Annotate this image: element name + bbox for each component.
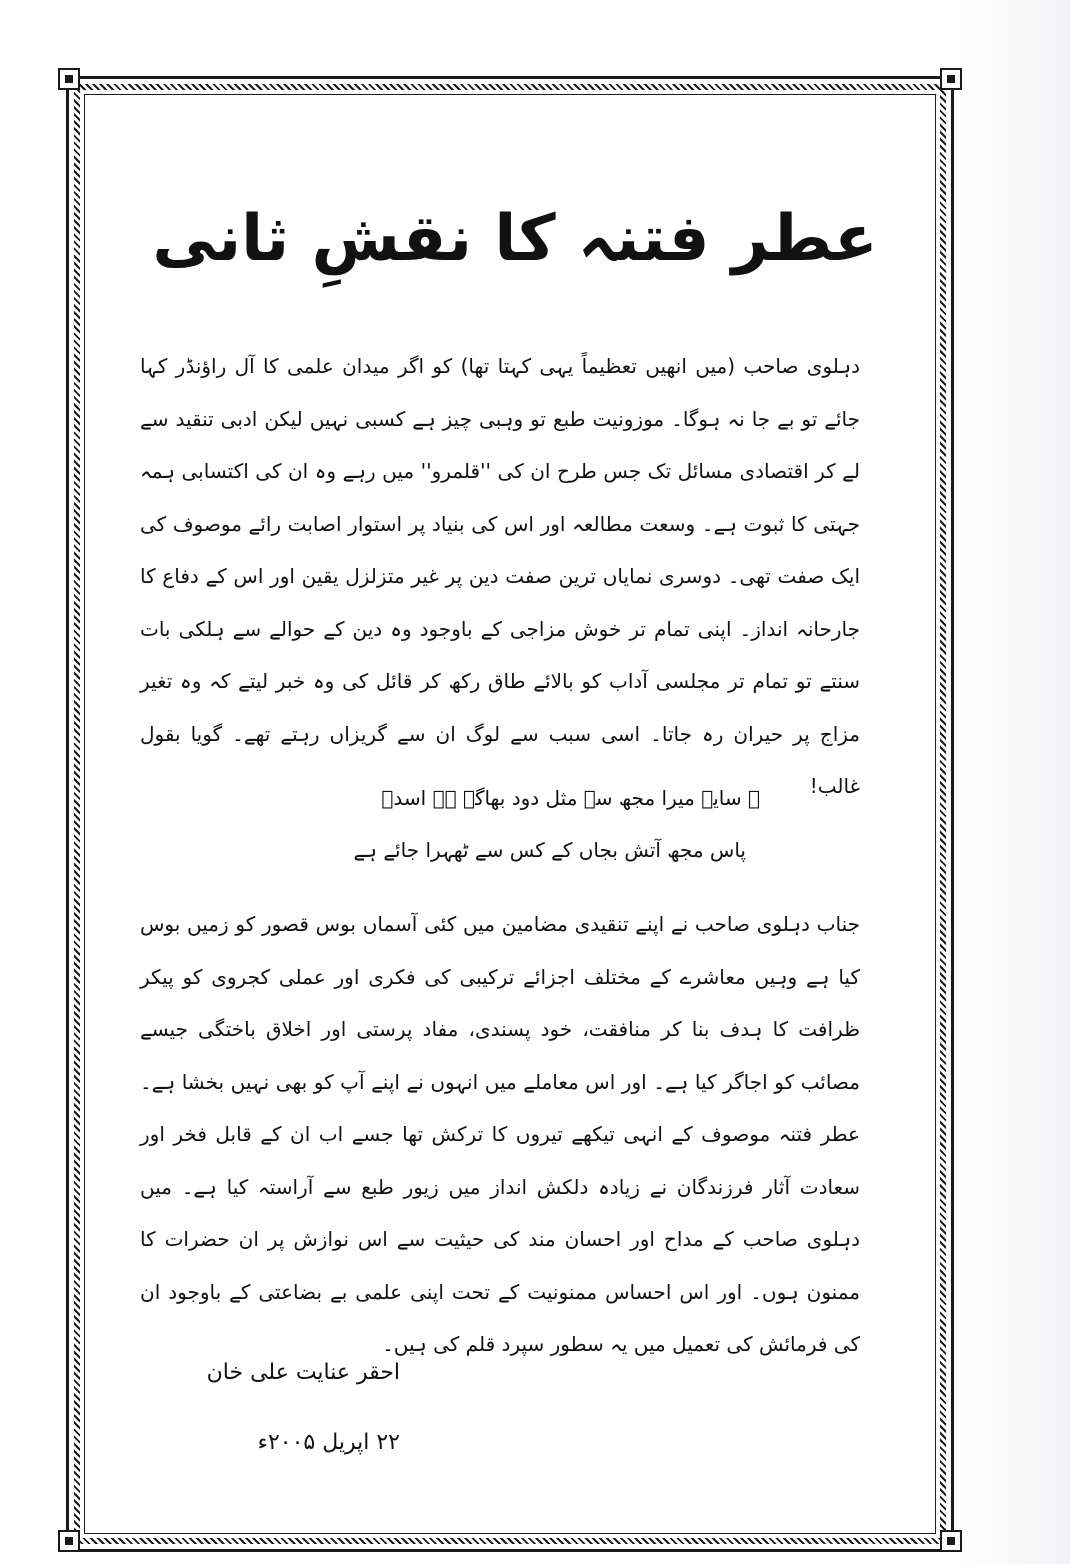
border-corner-ornament [940,1530,962,1552]
page-title: عطر فتنہ کا نقشِ ثانی [152,201,878,276]
poetry-couplet [300,772,760,876]
author-signature: احقر عنایت علی خان [206,1360,400,1385]
signature-date: ۲۲ اپریل ۲۰۰۵ء [257,1430,400,1455]
border-corner-ornament [58,68,80,90]
border-corner-ornament [940,68,962,90]
scan-edge-shadow [950,0,1070,1564]
couplet-line-1: ؎ سایہ میرا مجھ سے مثل دود بھاگے ہے اسدؔ [381,786,760,810]
border-corner-ornament [58,1530,80,1552]
couplet-line-2: پاس مجھ آتش بجاں کے کس سے ٹھہرا جائے ہے [353,838,746,862]
body-paragraph-2: جناب دہلوی صاحب نے اپنے تنقیدی مضامین میں کئی آسماں بوس قصور کو زمیں بوس کیا ہے وہیں معاشرے کے مختلف اجزائے ترکیبی کی فکری اور عملی کجروی کو پیکر ظرافت کا ہدف بنا کر منافقت، خود پسندی، مفاد پرستی اور اخلاق باختگی جیسے مصائب کو اجاگر کیا ہے۔ اور اس معاملے میں انہوں نے اپنے آپ کو بھی نہیں بخشا ہے۔ عطر فتنہ موصوف کے انہی تیکھے تیروں کا ترکش تھا جسے اب ان کے قابل فخر اور سعادت آثار فرزندگان نے زیادہ دلکش انداز میں زیور طبع سے آراستہ کیا ہے۔ میں دہلوی صاحب کے مداح اور احسان مند کی حیثیت سے اس نوازش پر ان حضرات کا ممنون ہوں۔ اور اس احساس ممنونیت کے تحت اپنی علمی بے بضاعتی کے باوجود ان کی فرمائش کی تعمیل میں یہ سطور سپرد قلم کی ہیں۔ [140,912,860,1356]
body-paragraph-1: دہلوی صاحب (میں انھیں تعظیماً یہی کہتا تھا) کو اگر میدان علمی کا آل راؤنڈر کہا جائے تو بے جا نہ ہوگا۔ موزونیت طبع تو وہبی چیز ہے کسبی نہیں لیکن ادبی تنقید سے لے کر اقتصادی مسائل تک جس طرح ان کی ''قلمرو'' میں رہے وہ ان کی اکتسابی ہمہ جہتی کا ثبوت ہے۔ وسعت مطالعہ اور اس کی بنیاد پر استوار اصابت رائے موصوف کی ایک صفت تھی۔ دوسری نمایاں ترین صفت دین پر غیر متزلزل یقین اور اس کے دفاع کا جارحانہ انداز۔ اپنی تمام تر خوش مزاجی کے باوجود وہ دین کے حوالے سے ہلکی بات سنتے تو تمام تر مجلسی آداب کو بالائے طاق رکھ کر قائل کی وہ خبر لیتے کہ وہ تغیر مزاج پر حیران رہ جاتا۔ اسی سبب سے لوگ ان سے گریزاں رہتے تھے۔ گویا بقول غالب! [140,354,860,798]
